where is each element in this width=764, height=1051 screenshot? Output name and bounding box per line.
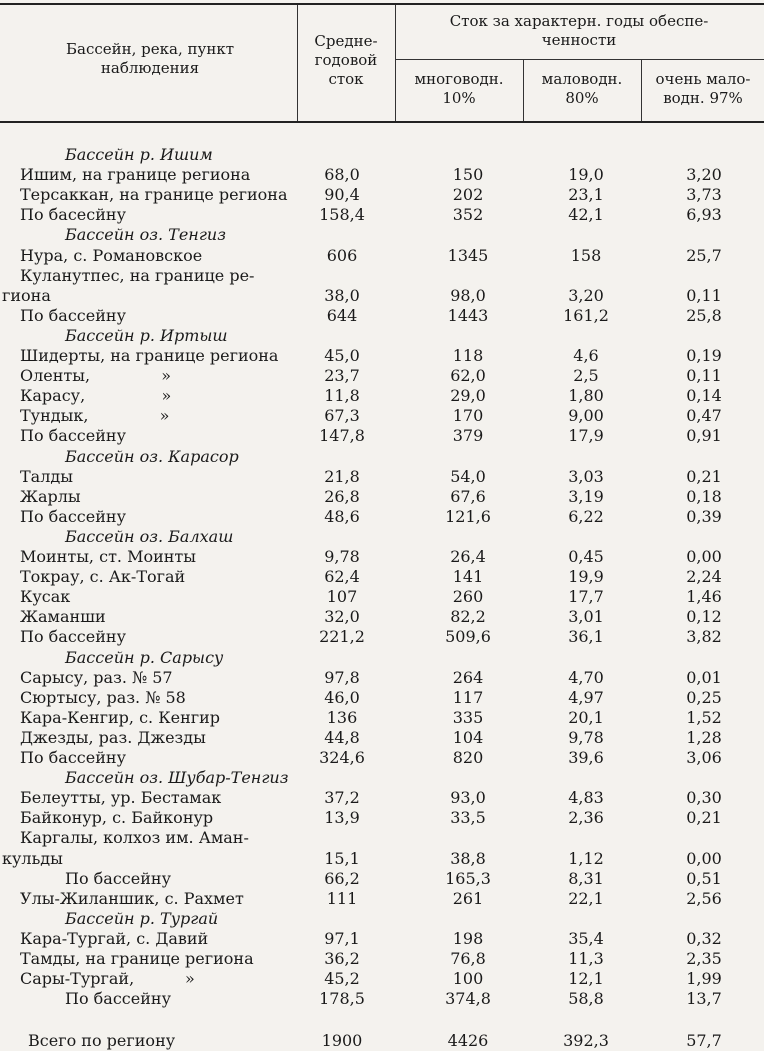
wet-year-cell: 62,0 (450, 366, 486, 386)
dry-year-cell: 19,0 (568, 165, 604, 185)
avg-runoff-cell: 32,0 (324, 607, 360, 627)
table-row (0, 306, 764, 326)
table-row (0, 205, 764, 225)
wet-year-cell: 117 (452, 687, 484, 707)
station-name: Сюртысу, раз. № 58 (20, 687, 186, 707)
very-dry-year-cell: 0,47 (686, 406, 722, 426)
dry-year-cell: 39,6 (568, 748, 604, 767)
wet-year-cell: 202 (452, 185, 484, 205)
dry-year-cell: 392,3 (563, 1031, 609, 1051)
table-row (0, 788, 764, 808)
avg-runoff-cell: 68,0 (324, 165, 360, 185)
station-name: Всего по региону (28, 1031, 176, 1051)
station-name: Кусак (20, 587, 71, 607)
very-dry-year-cell: 25,8 (686, 305, 722, 325)
table-row (0, 346, 764, 366)
very-dry-year-cell: 0,00 (686, 547, 722, 566)
wet-year-cell: 509,6 (445, 627, 491, 647)
wet-year-cell: 374,8 (445, 989, 491, 1009)
very-dry-year-cell: 3,06 (686, 748, 722, 767)
dry-year-cell: 36,1 (568, 627, 604, 647)
avg-runoff-cell: 221,2 (319, 627, 365, 647)
wet-year-cell: 352 (452, 205, 484, 225)
wet-year-cell: 54,0 (450, 466, 486, 486)
dry-year-cell: 4,70 (568, 667, 604, 687)
very-dry-year-cell: 1,28 (686, 727, 722, 747)
station-name: Талды (20, 466, 73, 486)
wet-year-cell: 93,0 (450, 788, 486, 808)
table-row (0, 869, 764, 889)
avg-runoff-cell: 324,6 (319, 748, 365, 767)
avg-runoff-cell: 107 (326, 587, 358, 607)
avg-runoff-cell: 21,8 (324, 466, 360, 486)
wet-year-cell: 261 (452, 888, 484, 908)
very-dry-year-cell: 0,51 (686, 868, 722, 888)
station-name: Бассейн р. Иртыш (65, 325, 228, 345)
header-characteristic-years: Сток за характерн. годы обеспе- ченности (449, 12, 709, 49)
basin-heading (0, 768, 764, 788)
station-name: Куланутпес, на границе ре- (20, 265, 255, 285)
table-row (0, 567, 764, 587)
wet-year-cell: 260 (452, 587, 484, 607)
wet-year-cell: 118 (452, 346, 484, 365)
wet-year-cell: 264 (452, 667, 484, 687)
table-row (0, 728, 764, 748)
avg-runoff-cell: 90,4 (324, 185, 360, 205)
table-row (0, 547, 764, 567)
very-dry-year-cell: 0,01 (686, 667, 722, 687)
station-name: Бассейн р. Тургай (65, 908, 219, 928)
station-name: гиона (2, 285, 51, 305)
very-dry-year-cell: 1,46 (686, 587, 722, 607)
dry-year-cell: 6,22 (568, 506, 604, 526)
wet-year-cell: 198 (452, 928, 484, 948)
wet-year-cell: 38,8 (450, 848, 486, 868)
station-name: По бассейну (20, 426, 126, 446)
wet-year-cell: 26,4 (450, 547, 486, 566)
very-dry-year-cell: 3,20 (686, 165, 722, 185)
station-name: Тамды, на границе региона (20, 949, 254, 968)
station-name: Терсаккан, на границе региона (20, 185, 288, 205)
avg-runoff-cell: 1900 (321, 1031, 363, 1051)
dry-year-cell: 12,1 (568, 969, 604, 989)
very-dry-year-cell: 2,35 (686, 949, 722, 968)
table-row (0, 708, 764, 728)
table-row (0, 507, 764, 527)
station-name: Сарысу, раз. № 57 (20, 667, 173, 687)
basin-heading (0, 527, 764, 547)
very-dry-year-cell: 0,21 (686, 466, 722, 486)
station-name: Бассейн оз. Карасор (65, 446, 239, 466)
wet-year-cell: 98,0 (450, 285, 486, 305)
station-name: По бассейну (20, 506, 126, 526)
very-dry-year-cell: 6,93 (686, 205, 722, 225)
avg-runoff-cell: 48,6 (324, 506, 360, 526)
dry-year-cell: 8,31 (568, 868, 604, 888)
dry-year-cell: 42,1 (568, 205, 604, 225)
avg-runoff-cell: 158,4 (319, 205, 365, 225)
table-row (0, 165, 764, 185)
wet-year-cell: 165,3 (445, 868, 491, 888)
dry-year-cell: 2,36 (568, 808, 604, 828)
station-name: Тундык, » (20, 406, 170, 426)
basin-heading (0, 648, 764, 668)
station-name: По бассейну (20, 627, 126, 647)
basin-heading (0, 145, 764, 165)
wet-year-cell: 76,8 (450, 949, 486, 968)
table-row (0, 949, 764, 969)
very-dry-year-cell: 0,11 (686, 285, 722, 305)
very-dry-year-cell: 57,7 (686, 1031, 722, 1051)
very-dry-year-cell: 0,39 (686, 506, 722, 526)
header-dry-80: маловодн. 80% (541, 70, 623, 107)
table-row (0, 587, 764, 607)
header-very-dry-97: очень мало- водн. 97% (655, 70, 751, 107)
avg-runoff-cell: 97,8 (324, 667, 360, 687)
table-row (0, 286, 764, 306)
very-dry-year-cell: 2,56 (686, 888, 722, 908)
dry-year-cell: 11,3 (568, 949, 604, 968)
station-name: Карасу, » (20, 386, 172, 406)
table-row (0, 185, 764, 205)
station-name: Жаманши (20, 607, 106, 627)
avg-runoff-cell: 9,78 (324, 547, 360, 566)
table-row (0, 487, 764, 507)
basin-heading (0, 225, 764, 245)
table-header (0, 0, 764, 123)
avg-runoff-cell: 26,8 (324, 486, 360, 506)
avg-runoff-cell: 67,3 (324, 406, 360, 426)
very-dry-year-cell: 0,25 (686, 687, 722, 707)
wet-year-cell: 4426 (447, 1031, 489, 1051)
avg-runoff-cell: 178,5 (319, 989, 365, 1009)
very-dry-year-cell: 0,00 (686, 848, 722, 868)
wet-year-cell: 33,5 (450, 808, 486, 828)
dry-year-cell: 9,00 (568, 406, 604, 426)
header-basin: Бассейн, река, пункт наблюдения (65, 40, 234, 77)
very-dry-year-cell: 0,12 (686, 607, 722, 627)
table-row (0, 426, 764, 446)
avg-runoff-cell: 97,1 (324, 928, 360, 948)
dry-year-cell: 4,83 (568, 788, 604, 808)
table-row (0, 889, 764, 909)
table-row (0, 989, 764, 1009)
station-name: По бассейну (65, 868, 171, 888)
dry-year-cell: 22,1 (568, 888, 604, 908)
station-name: Бассейн р. Ишим (65, 145, 213, 164)
station-name: Бассейн оз. Шубар-Тенгиз (65, 768, 289, 788)
wet-year-cell: 82,2 (450, 607, 486, 627)
station-name: Джезды, раз. Джезды (20, 727, 206, 747)
very-dry-year-cell: 3,82 (686, 627, 722, 647)
wet-year-cell: 141 (452, 567, 484, 587)
avg-runoff-cell: 62,4 (324, 567, 360, 587)
avg-runoff-cell: 36,2 (324, 949, 360, 968)
table-row (0, 246, 764, 266)
dry-year-cell: 2,5 (573, 366, 599, 386)
dry-year-cell: 4,97 (568, 687, 604, 707)
dry-year-cell: 35,4 (568, 928, 604, 948)
wet-year-cell: 67,6 (450, 486, 486, 506)
avg-runoff-cell: 66,2 (324, 868, 360, 888)
avg-runoff-cell: 606 (326, 245, 358, 265)
station-name: Моинты, ст. Моинты (20, 547, 197, 566)
table-row (0, 607, 764, 627)
basin-heading (0, 909, 764, 929)
table-row (0, 748, 764, 768)
avg-runoff-cell: 147,8 (319, 426, 365, 446)
table-row (0, 969, 764, 989)
station-name: Оленты, » (20, 366, 172, 386)
dry-year-cell: 20,1 (568, 707, 604, 727)
station-name: По бассейну (20, 305, 126, 325)
subheader-rule (395, 59, 764, 60)
table-row (0, 828, 764, 848)
wet-year-cell: 121,6 (445, 506, 491, 526)
station-name: Шидерты, на границе региона (20, 346, 279, 365)
dry-year-cell: 23,1 (568, 185, 604, 205)
dry-year-cell: 17,9 (568, 426, 604, 446)
avg-runoff-cell: 136 (326, 707, 358, 727)
station-name: Нура, с. Романовское (20, 245, 203, 265)
header-avg-runoff: Средне- годовой сток (314, 32, 378, 88)
station-name: кульды (2, 848, 63, 868)
avg-runoff-cell: 13,9 (324, 808, 360, 828)
station-name: Кара-Кенгир, с. Кенгир (20, 707, 221, 727)
dry-year-cell: 3,19 (568, 486, 604, 506)
avg-runoff-cell: 46,0 (324, 687, 360, 707)
very-dry-year-cell: 0,30 (686, 788, 722, 808)
table-row (0, 929, 764, 949)
table-row (0, 688, 764, 708)
station-name: Жарлы (20, 486, 81, 506)
wet-year-cell: 170 (452, 406, 484, 426)
table-row (0, 467, 764, 487)
avg-runoff-cell: 44,8 (324, 727, 360, 747)
dry-year-cell: 0,45 (568, 547, 604, 566)
dry-year-cell: 3,01 (568, 607, 604, 627)
wet-year-cell: 820 (452, 748, 484, 767)
avg-runoff-cell: 45,0 (324, 346, 360, 365)
dry-year-cell: 17,7 (568, 587, 604, 607)
header-rule (0, 121, 764, 123)
avg-runoff-cell: 38,0 (324, 285, 360, 305)
station-name: По бассейну (20, 748, 126, 767)
station-name: Бассейн р. Сарысу (65, 647, 224, 667)
dry-year-cell: 19,9 (568, 567, 604, 587)
dry-year-cell: 161,2 (563, 305, 609, 325)
dry-year-cell: 4,6 (573, 346, 599, 365)
basin-heading (0, 447, 764, 467)
avg-runoff-cell: 37,2 (324, 788, 360, 808)
very-dry-year-cell: 1,52 (686, 707, 722, 727)
very-dry-year-cell: 0,32 (686, 928, 722, 948)
table-row (0, 366, 764, 386)
avg-runoff-cell: 111 (326, 888, 358, 908)
station-name: Бассейн оз. Тенгиз (65, 225, 226, 245)
station-name: Токрау, с. Ак-Тогай (20, 567, 186, 587)
table-row (0, 386, 764, 406)
avg-runoff-cell: 11,8 (324, 386, 360, 406)
dry-year-cell: 9,78 (568, 727, 604, 747)
very-dry-year-cell: 25,7 (686, 245, 722, 265)
wet-year-cell: 1443 (447, 305, 489, 325)
wet-year-cell: 379 (452, 426, 484, 446)
wet-year-cell: 104 (452, 727, 484, 747)
station-name: Каргалы, колхоз им. Аман- (20, 828, 249, 848)
station-name: По бассейну (65, 989, 171, 1009)
dry-year-cell: 1,80 (568, 386, 604, 406)
table-row (0, 808, 764, 828)
wet-year-cell: 100 (452, 969, 484, 989)
station-name: Кара-Тургай, с. Давий (20, 928, 209, 948)
dry-year-cell: 158 (570, 245, 602, 265)
table-row (0, 668, 764, 688)
dry-year-cell: 1,12 (568, 848, 604, 868)
station-name: Белеутты, ур. Бестамак (20, 788, 222, 808)
very-dry-year-cell: 0,19 (686, 346, 722, 365)
very-dry-year-cell: 1,99 (686, 969, 722, 989)
wet-year-cell: 1345 (447, 245, 489, 265)
avg-runoff-cell: 45,2 (324, 969, 360, 989)
wet-year-cell: 150 (452, 165, 484, 185)
station-name: Улы-Жиланшик, с. Рахмет (20, 888, 244, 908)
very-dry-year-cell: 2,24 (686, 567, 722, 587)
station-name: По басесйну (20, 205, 126, 225)
avg-runoff-cell: 15,1 (324, 848, 360, 868)
dry-year-cell: 3,20 (568, 285, 604, 305)
station-name: Бассейн оз. Балхаш (65, 526, 234, 546)
wet-year-cell: 335 (452, 707, 484, 727)
station-name: Байконур, с. Байконур (20, 808, 214, 828)
very-dry-year-cell: 0,14 (686, 386, 722, 406)
station-name: Сары-Тургай, » (20, 969, 195, 989)
dry-year-cell: 58,8 (568, 989, 604, 1009)
basin-heading (0, 326, 764, 346)
table-row (0, 849, 764, 869)
very-dry-year-cell: 0,91 (686, 426, 722, 446)
top-rule (0, 3, 764, 5)
table-row (0, 266, 764, 286)
very-dry-year-cell: 0,18 (686, 486, 722, 506)
dry-year-cell: 3,03 (568, 466, 604, 486)
very-dry-year-cell: 0,11 (686, 366, 722, 386)
avg-runoff-cell: 644 (326, 305, 358, 325)
very-dry-year-cell: 13,7 (686, 989, 722, 1009)
very-dry-year-cell: 0,21 (686, 808, 722, 828)
wet-year-cell: 29,0 (450, 386, 486, 406)
very-dry-year-cell: 3,73 (686, 185, 722, 205)
total-row (0, 1031, 764, 1051)
station-name: Ишим, на границе региона (20, 165, 251, 185)
table-row (0, 406, 764, 426)
avg-runoff-cell: 23,7 (324, 366, 360, 386)
header-wet-10: многоводн. 10% (414, 70, 504, 107)
table-row (0, 627, 764, 647)
